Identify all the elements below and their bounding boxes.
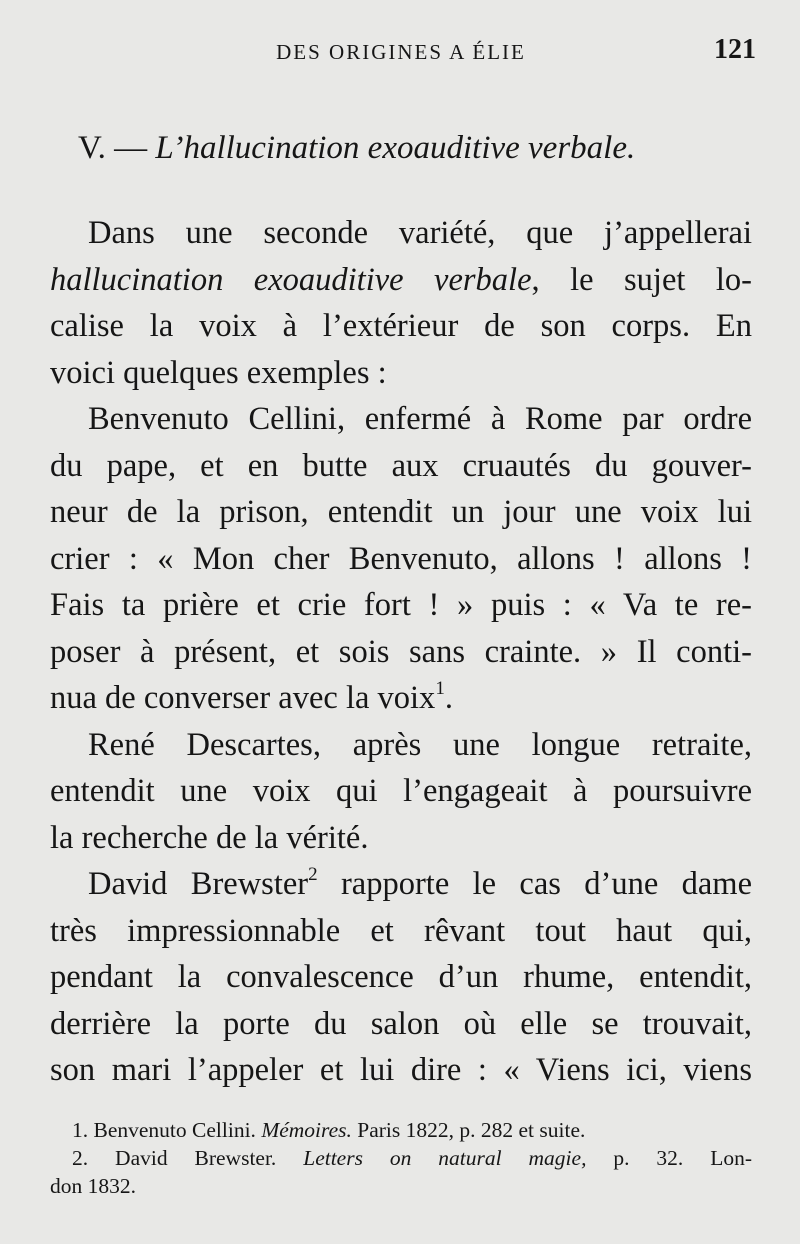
footnote-2-continuation: don 1832.	[50, 1174, 136, 1198]
body-line: Benvenuto Cellini, enfermé à Rome par ordre	[88, 401, 752, 437]
body-line: son mari l’appeler et lui dire : « Viens ici, viens	[50, 1052, 752, 1088]
body-line: Fais ta prière et crie fort ! » puis : « Va te re-	[50, 587, 752, 623]
body-line: très impressionnable et rêvant tout haut qui,	[50, 912, 752, 949]
footnote-2: 2. David Brewster. Letters on natural magie, p. 32. Lon-	[72, 1146, 753, 1170]
footnote-ref[interactable]: 2	[308, 864, 318, 885]
italic-term: hallucination exoauditive verbale	[50, 261, 532, 298]
body-line: pendant la convalescence d’un rhume, entendit,	[50, 959, 752, 995]
body-line: du pape, et en butte aux cruautés du gouver-	[50, 447, 752, 484]
body-line: David Brewster$^2$ rapporte le cas d’une dame	[88, 864, 752, 902]
body-line: neur de la prison, entendit un jour une voix lui	[50, 494, 752, 530]
footnote-1: 1. Benvenuto Cellini. Mémoires. Paris 1822, p. 282 et suite.	[72, 1118, 586, 1142]
body-line: entendit une voix qui l’engageait à poursuivre	[50, 773, 752, 809]
body-line: la recherche de la vérité.	[50, 819, 369, 856]
body-line: hallucination exoauditive verbale, le sujet lo-	[50, 261, 752, 298]
running-head	[46, 34, 756, 76]
page-number: 121	[714, 34, 756, 65]
running-title: DES ORIGINES A ÉLIE	[276, 40, 526, 64]
footnotes	[50, 1116, 752, 1200]
section-number: V. —	[78, 130, 148, 166]
body-line: crier : « Mon cher Benvenuto, allons ! allons !	[50, 540, 752, 577]
body-text	[50, 210, 752, 1094]
body-line: Dans une seconde variété, que j’appellerai	[88, 215, 752, 251]
body-line: voici quelques exemples :	[50, 354, 387, 391]
footnote-ref[interactable]: 1	[435, 678, 445, 699]
section-title: L’hallucination exoauditive verbale.	[155, 130, 636, 166]
section-heading	[78, 130, 758, 167]
body-line: poser à présent, et sois sans crainte. » Il conti-	[50, 633, 752, 670]
body-line: nua de converser avec la voix$^1$.	[50, 678, 453, 716]
body-line: calise la voix à l’extérieur de son corps. En	[50, 308, 752, 344]
body-line: derrière la porte du salon où elle se trouvait,	[50, 1005, 752, 1042]
body-line: René Descartes, après une longue retraite,	[88, 726, 752, 763]
